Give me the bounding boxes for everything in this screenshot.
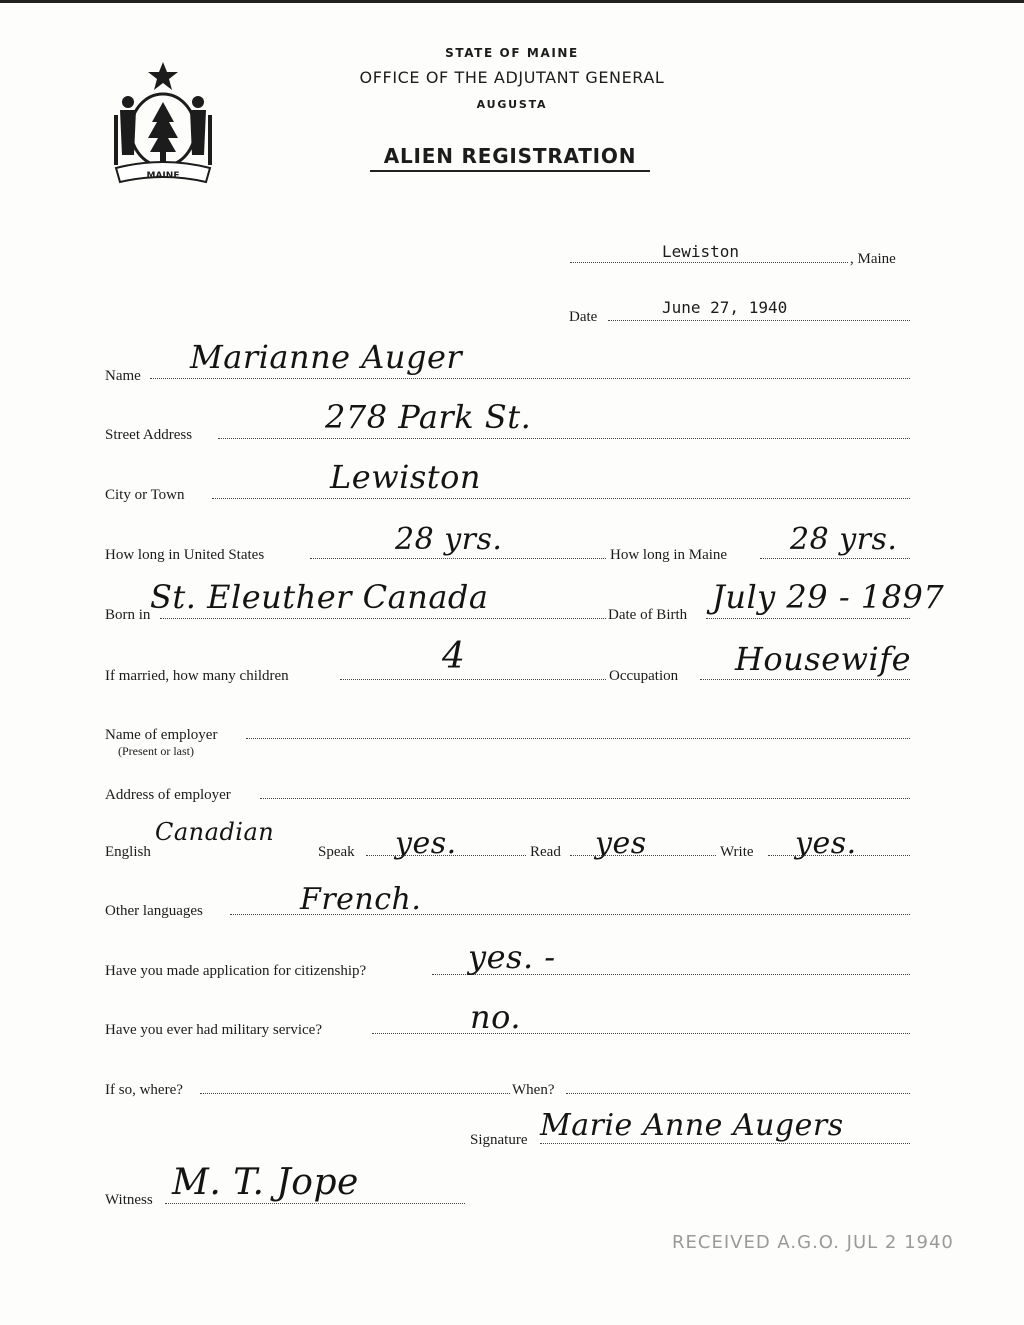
- seal-label: MAINE: [146, 171, 180, 181]
- received-stamp: RECEIVED A.G.O. JUL 2 1940: [672, 1232, 954, 1253]
- employer-label: Name of employer: [105, 727, 218, 743]
- signature-value: Marie Anne Augers: [540, 1108, 844, 1143]
- speak-label: Speak: [318, 844, 355, 860]
- location-line: [570, 262, 848, 263]
- where-label: If so, where?: [105, 1082, 183, 1098]
- citizenship-label: Have you made application for citizenship?: [105, 963, 367, 979]
- name-value: Marianne Auger: [190, 338, 463, 376]
- employer-address-label: Address of employer: [105, 787, 231, 803]
- military-label: Have you ever had military service?: [105, 1022, 322, 1038]
- witness-label: Witness: [105, 1192, 153, 1208]
- us-duration-line: [310, 558, 606, 559]
- other-languages-label: Other languages: [105, 903, 203, 919]
- date-label: Date: [569, 309, 598, 325]
- military-value: no.: [470, 998, 521, 1036]
- city-line: [212, 498, 910, 499]
- dob-line: [706, 618, 910, 619]
- children-value: 4: [442, 636, 466, 677]
- street-value: 278 Park St.: [325, 398, 532, 436]
- speak-value: yes.: [395, 826, 457, 861]
- english-label: English: [105, 844, 151, 860]
- date-value: June 27, 1940: [662, 298, 788, 317]
- when-line: [566, 1093, 910, 1094]
- occupation-value: Housewife: [735, 640, 912, 678]
- employer-address-line: [260, 798, 910, 799]
- signature-line: [540, 1143, 910, 1144]
- employer-line: [246, 738, 910, 739]
- maine-duration-label: How long in Maine: [610, 547, 728, 563]
- born-line: [160, 618, 606, 619]
- citizenship-value: yes. -: [468, 938, 556, 976]
- name-line: [150, 378, 910, 379]
- born-value: St. Eleuther Canada: [150, 578, 489, 616]
- maine-duration-line: [760, 558, 910, 559]
- other-languages-value: French.: [300, 882, 422, 917]
- employer-sublabel: (Present or last): [118, 744, 194, 758]
- write-label: Write: [720, 844, 754, 860]
- occupation-line: [700, 679, 910, 680]
- header-state: STATE OF MAINE: [445, 46, 579, 60]
- us-duration-value: 28 yrs.: [395, 522, 503, 557]
- top-border: [0, 0, 1024, 3]
- form-title: ALIEN REGISTRATION: [370, 144, 650, 172]
- city-value: Lewiston: [330, 458, 481, 496]
- when-label: When?: [512, 1082, 555, 1098]
- dob-label: Date of Birth: [608, 607, 688, 623]
- location-value: Lewiston: [662, 242, 740, 261]
- street-label: Street Address: [105, 427, 193, 443]
- military-line: [372, 1033, 910, 1034]
- where-line: [200, 1093, 510, 1094]
- header-office: OFFICE OF THE ADJUTANT GENERAL: [359, 68, 665, 87]
- name-label: Name: [105, 368, 141, 384]
- dob-value: July 29 - 1897: [712, 578, 945, 616]
- maine-duration-value: 28 yrs.: [790, 522, 898, 557]
- city-label: City or Town: [105, 487, 185, 503]
- children-label: If married, how many children: [105, 668, 289, 684]
- signature-label: Signature: [470, 1132, 528, 1148]
- location-suffix: , Maine: [850, 251, 896, 267]
- children-line: [340, 679, 606, 680]
- occupation-label: Occupation: [609, 668, 679, 684]
- witness-value: M. T. Jope: [172, 1162, 359, 1203]
- read-label: Read: [530, 844, 561, 860]
- write-value: yes.: [795, 826, 857, 861]
- born-label: Born in: [105, 607, 151, 623]
- us-duration-label: How long in United States: [105, 547, 265, 563]
- read-value: yes: [595, 826, 647, 861]
- witness-line: [165, 1203, 465, 1204]
- header-city: AUGUSTA: [476, 98, 548, 111]
- street-line: [218, 438, 910, 439]
- date-line: [608, 320, 910, 321]
- english-value: Canadian: [155, 818, 275, 846]
